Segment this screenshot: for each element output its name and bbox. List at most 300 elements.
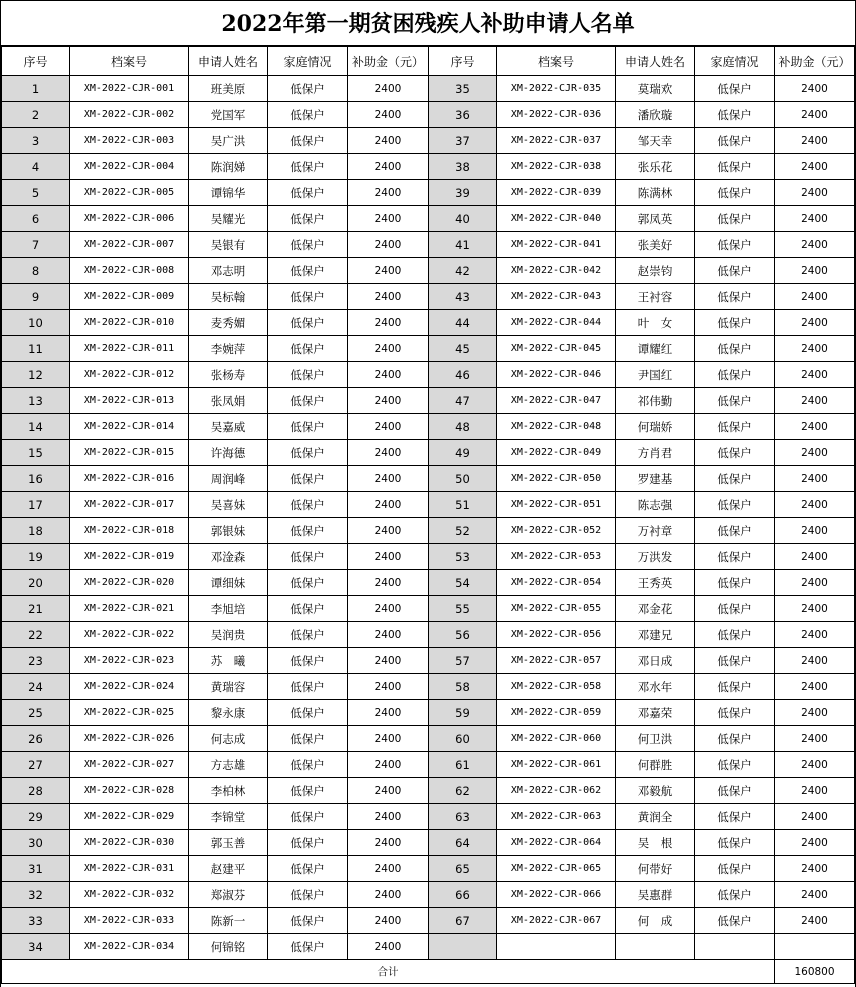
file-number-cell: XM-2022-CJR-027 — [70, 752, 189, 778]
subsidy-amount-cell: 2400 — [348, 440, 429, 466]
applicant-name-cell: 何锦铭 — [189, 934, 268, 960]
applicant-name-cell: 黎永康 — [189, 700, 268, 726]
applicant-name-cell: 邹天幸 — [616, 128, 695, 154]
file-number-cell: XM-2022-CJR-052 — [497, 518, 616, 544]
table-row — [2, 570, 855, 596]
table-row — [2, 128, 855, 154]
seq-cell: 49 — [429, 440, 497, 466]
subsidy-amount-cell: 2400 — [775, 102, 855, 128]
family-status-cell: 低保户 — [695, 414, 775, 440]
header-seq: 序号 — [429, 47, 497, 76]
seq-cell: 20 — [2, 570, 70, 596]
seq-cell: 33 — [2, 908, 70, 934]
seq-cell: 14 — [2, 414, 70, 440]
file-number-cell: XM-2022-CJR-021 — [70, 596, 189, 622]
applicant-name-cell: 何带好 — [616, 856, 695, 882]
file-number-cell: XM-2022-CJR-044 — [497, 310, 616, 336]
family-status-cell: 低保户 — [268, 440, 348, 466]
subsidy-amount-cell: 2400 — [775, 648, 855, 674]
file-number-cell: XM-2022-CJR-022 — [70, 622, 189, 648]
family-status-cell: 低保户 — [268, 622, 348, 648]
file-number-cell: XM-2022-CJR-008 — [70, 258, 189, 284]
file-number-cell: XM-2022-CJR-062 — [497, 778, 616, 804]
subsidy-amount-cell: 2400 — [775, 778, 855, 804]
family-status-cell: 低保户 — [268, 206, 348, 232]
subsidy-amount-cell: 2400 — [348, 154, 429, 180]
seq-cell: 5 — [2, 180, 70, 206]
seq-cell: 39 — [429, 180, 497, 206]
table-row — [2, 154, 855, 180]
family-status-cell: 低保户 — [695, 102, 775, 128]
table-row — [2, 102, 855, 128]
applicant-name-cell: 谭细妹 — [189, 570, 268, 596]
applicant-name-cell: 万洪发 — [616, 544, 695, 570]
family-status-cell: 低保户 — [268, 336, 348, 362]
seq-cell: 44 — [429, 310, 497, 336]
family-status-cell: 低保户 — [268, 362, 348, 388]
applicant-name-cell: 何群胜 — [616, 752, 695, 778]
family-status-cell: 低保户 — [268, 596, 348, 622]
applicant-name-cell: 赵建平 — [189, 856, 268, 882]
empty-cell — [616, 934, 695, 960]
family-status-cell: 低保户 — [695, 128, 775, 154]
family-status-cell: 低保户 — [268, 284, 348, 310]
header-row — [2, 47, 855, 76]
subsidy-amount-cell: 2400 — [775, 882, 855, 908]
empty-cell — [497, 934, 616, 960]
table-row — [2, 622, 855, 648]
subsidy-amount-cell: 2400 — [348, 388, 429, 414]
applicant-name-cell: 何瑞娇 — [616, 414, 695, 440]
family-status-cell: 低保户 — [268, 388, 348, 414]
seq-cell: 40 — [429, 206, 497, 232]
table-row — [2, 440, 855, 466]
seq-cell: 42 — [429, 258, 497, 284]
seq-cell: 4 — [2, 154, 70, 180]
applicant-table — [1, 46, 855, 984]
table-row — [2, 466, 855, 492]
file-number-cell: XM-2022-CJR-053 — [497, 544, 616, 570]
table-row — [2, 336, 855, 362]
subsidy-amount-cell: 2400 — [348, 726, 429, 752]
applicant-name-cell: 邓建兄 — [616, 622, 695, 648]
subsidy-amount-cell: 2400 — [775, 492, 855, 518]
file-number-cell: XM-2022-CJR-041 — [497, 232, 616, 258]
file-number-cell: XM-2022-CJR-018 — [70, 518, 189, 544]
family-status-cell: 低保户 — [268, 752, 348, 778]
family-status-cell: 低保户 — [268, 492, 348, 518]
seq-cell: 27 — [2, 752, 70, 778]
family-status-cell: 低保户 — [695, 388, 775, 414]
family-status-cell: 低保户 — [268, 154, 348, 180]
family-status-cell: 低保户 — [695, 596, 775, 622]
header-name: 申请人姓名 — [189, 47, 268, 76]
applicant-name-cell: 吴 根 — [616, 830, 695, 856]
table-row — [2, 882, 855, 908]
applicant-name-cell: 方肖君 — [616, 440, 695, 466]
file-number-cell: XM-2022-CJR-035 — [497, 76, 616, 102]
table-row — [2, 908, 855, 934]
subsidy-amount-cell: 2400 — [775, 466, 855, 492]
seq-cell: 3 — [2, 128, 70, 154]
seq-cell: 24 — [2, 674, 70, 700]
family-status-cell: 低保户 — [695, 440, 775, 466]
subsidy-amount-cell: 2400 — [348, 258, 429, 284]
file-number-cell: XM-2022-CJR-010 — [70, 310, 189, 336]
family-status-cell: 低保户 — [695, 648, 775, 674]
table-row — [2, 934, 855, 960]
applicant-name-cell: 黄润全 — [616, 804, 695, 830]
seq-cell: 50 — [429, 466, 497, 492]
seq-cell: 56 — [429, 622, 497, 648]
applicant-name-cell: 方志雄 — [189, 752, 268, 778]
seq-cell: 53 — [429, 544, 497, 570]
seq-cell: 21 — [2, 596, 70, 622]
family-status-cell: 低保户 — [695, 492, 775, 518]
file-number-cell: XM-2022-CJR-037 — [497, 128, 616, 154]
file-number-cell: XM-2022-CJR-054 — [497, 570, 616, 596]
seq-cell: 43 — [429, 284, 497, 310]
subsidy-amount-cell: 2400 — [775, 700, 855, 726]
seq-cell: 48 — [429, 414, 497, 440]
seq-cell: 11 — [2, 336, 70, 362]
header-amount: 补助金（元） — [775, 47, 855, 76]
seq-cell: 6 — [2, 206, 70, 232]
table-row — [2, 258, 855, 284]
file-number-cell: XM-2022-CJR-007 — [70, 232, 189, 258]
seq-cell: 7 — [2, 232, 70, 258]
seq-cell: 46 — [429, 362, 497, 388]
applicant-name-cell: 邓金花 — [616, 596, 695, 622]
empty-cell — [695, 934, 775, 960]
family-status-cell: 低保户 — [268, 102, 348, 128]
subsidy-amount-cell: 2400 — [348, 414, 429, 440]
seq-cell: 67 — [429, 908, 497, 934]
seq-cell: 47 — [429, 388, 497, 414]
file-number-cell: XM-2022-CJR-036 — [497, 102, 616, 128]
subsidy-amount-cell: 2400 — [348, 778, 429, 804]
subsidy-amount-cell: 2400 — [775, 76, 855, 102]
file-number-cell: XM-2022-CJR-015 — [70, 440, 189, 466]
seq-cell: 28 — [2, 778, 70, 804]
applicant-name-cell: 潘欣璇 — [616, 102, 695, 128]
table-row — [2, 544, 855, 570]
applicant-name-cell: 邓志明 — [189, 258, 268, 284]
family-status-cell: 低保户 — [695, 882, 775, 908]
file-number-cell: XM-2022-CJR-061 — [497, 752, 616, 778]
family-status-cell: 低保户 — [268, 778, 348, 804]
family-status-cell: 低保户 — [695, 206, 775, 232]
subsidy-amount-cell: 2400 — [775, 830, 855, 856]
header-amount: 补助金（元） — [348, 47, 429, 76]
applicant-name-cell: 吴标翰 — [189, 284, 268, 310]
subsidy-amount-cell: 2400 — [348, 934, 429, 960]
header-seq: 序号 — [2, 47, 70, 76]
table-row — [2, 778, 855, 804]
applicant-name-cell: 吴润贵 — [189, 622, 268, 648]
applicant-name-cell: 吴嘉威 — [189, 414, 268, 440]
applicant-name-cell: 叶 女 — [616, 310, 695, 336]
seq-cell: 15 — [2, 440, 70, 466]
family-status-cell: 低保户 — [268, 908, 348, 934]
file-number-cell: XM-2022-CJR-045 — [497, 336, 616, 362]
subsidy-amount-cell: 2400 — [348, 284, 429, 310]
applicant-name-cell: 许海德 — [189, 440, 268, 466]
applicant-name-cell: 张杨寿 — [189, 362, 268, 388]
table-row — [2, 830, 855, 856]
subsidy-amount-cell: 2400 — [775, 362, 855, 388]
applicant-name-cell: 麦秀媚 — [189, 310, 268, 336]
subsidy-amount-cell: 2400 — [775, 284, 855, 310]
file-number-cell: XM-2022-CJR-038 — [497, 154, 616, 180]
applicant-name-cell: 何卫洪 — [616, 726, 695, 752]
subsidy-amount-cell: 2400 — [775, 258, 855, 284]
family-status-cell: 低保户 — [695, 856, 775, 882]
subsidy-amount-cell: 2400 — [775, 908, 855, 934]
seq-cell: 41 — [429, 232, 497, 258]
family-status-cell: 低保户 — [695, 778, 775, 804]
seq-cell: 34 — [2, 934, 70, 960]
file-number-cell: XM-2022-CJR-024 — [70, 674, 189, 700]
file-number-cell: XM-2022-CJR-050 — [497, 466, 616, 492]
file-number-cell: XM-2022-CJR-067 — [497, 908, 616, 934]
seq-cell: 32 — [2, 882, 70, 908]
subsidy-amount-cell: 2400 — [348, 492, 429, 518]
applicant-name-cell: 郭银妹 — [189, 518, 268, 544]
applicant-name-cell: 谭耀红 — [616, 336, 695, 362]
applicant-name-cell: 万衬章 — [616, 518, 695, 544]
seq-cell: 51 — [429, 492, 497, 518]
subsidy-amount-cell: 2400 — [775, 674, 855, 700]
header-file-no: 档案号 — [70, 47, 189, 76]
family-status-cell: 低保户 — [268, 180, 348, 206]
applicant-name-cell: 尹国红 — [616, 362, 695, 388]
family-status-cell: 低保户 — [268, 544, 348, 570]
subsidy-amount-cell: 2400 — [775, 518, 855, 544]
header-family: 家庭情况 — [695, 47, 775, 76]
seq-cell: 25 — [2, 700, 70, 726]
table-row — [2, 518, 855, 544]
subsidy-amount-cell: 2400 — [348, 674, 429, 700]
file-number-cell: XM-2022-CJR-066 — [497, 882, 616, 908]
seq-cell: 35 — [429, 76, 497, 102]
subsidy-amount-cell: 2400 — [348, 908, 429, 934]
seq-cell: 59 — [429, 700, 497, 726]
seq-cell: 1 — [2, 76, 70, 102]
family-status-cell: 低保户 — [268, 700, 348, 726]
family-status-cell: 低保户 — [695, 830, 775, 856]
subsidy-amount-cell: 2400 — [775, 856, 855, 882]
file-number-cell: XM-2022-CJR-011 — [70, 336, 189, 362]
family-status-cell: 低保户 — [695, 700, 775, 726]
subsidy-amount-cell: 2400 — [775, 128, 855, 154]
family-status-cell: 低保户 — [268, 726, 348, 752]
subsidy-amount-cell: 2400 — [775, 206, 855, 232]
total-label: 合计 — [2, 960, 775, 984]
subsidy-amount-cell: 2400 — [775, 440, 855, 466]
table-row — [2, 206, 855, 232]
family-status-cell: 低保户 — [695, 908, 775, 934]
subsidy-amount-cell: 2400 — [775, 414, 855, 440]
seq-cell: 30 — [2, 830, 70, 856]
seq-cell: 55 — [429, 596, 497, 622]
applicant-name-cell: 张美好 — [616, 232, 695, 258]
seq-cell: 62 — [429, 778, 497, 804]
file-number-cell: XM-2022-CJR-009 — [70, 284, 189, 310]
applicant-name-cell: 李锦堂 — [189, 804, 268, 830]
subsidy-amount-cell: 2400 — [775, 622, 855, 648]
subsidy-amount-cell: 2400 — [775, 596, 855, 622]
file-number-cell: XM-2022-CJR-032 — [70, 882, 189, 908]
file-number-cell: XM-2022-CJR-001 — [70, 76, 189, 102]
subsidy-amount-cell: 2400 — [775, 544, 855, 570]
subsidy-amount-cell: 2400 — [348, 570, 429, 596]
family-status-cell: 低保户 — [268, 648, 348, 674]
family-status-cell: 低保户 — [695, 518, 775, 544]
applicant-name-cell: 吴惠群 — [616, 882, 695, 908]
family-status-cell: 低保户 — [268, 76, 348, 102]
file-number-cell: XM-2022-CJR-023 — [70, 648, 189, 674]
seq-cell: 36 — [429, 102, 497, 128]
applicant-name-cell: 何 成 — [616, 908, 695, 934]
file-number-cell: XM-2022-CJR-017 — [70, 492, 189, 518]
applicant-name-cell: 李婉萍 — [189, 336, 268, 362]
family-status-cell: 低保户 — [268, 466, 348, 492]
family-status-cell: 低保户 — [268, 128, 348, 154]
family-status-cell: 低保户 — [695, 180, 775, 206]
subsidy-amount-cell: 2400 — [775, 336, 855, 362]
seq-cell: 52 — [429, 518, 497, 544]
family-status-cell: 低保户 — [268, 232, 348, 258]
file-number-cell: XM-2022-CJR-030 — [70, 830, 189, 856]
family-status-cell: 低保户 — [268, 518, 348, 544]
family-status-cell: 低保户 — [695, 310, 775, 336]
subsidy-amount-cell: 2400 — [775, 310, 855, 336]
applicant-name-cell: 陈满林 — [616, 180, 695, 206]
seq-cell: 29 — [2, 804, 70, 830]
header-family: 家庭情况 — [268, 47, 348, 76]
file-number-cell: XM-2022-CJR-005 — [70, 180, 189, 206]
table-row — [2, 362, 855, 388]
file-number-cell: XM-2022-CJR-025 — [70, 700, 189, 726]
subsidy-amount-cell: 2400 — [348, 232, 429, 258]
family-status-cell: 低保户 — [268, 310, 348, 336]
family-status-cell: 低保户 — [695, 622, 775, 648]
table-row — [2, 414, 855, 440]
file-number-cell: XM-2022-CJR-056 — [497, 622, 616, 648]
seq-cell: 63 — [429, 804, 497, 830]
seq-cell: 26 — [2, 726, 70, 752]
seq-cell: 58 — [429, 674, 497, 700]
family-status-cell: 低保户 — [268, 856, 348, 882]
applicant-name-cell: 邓毅航 — [616, 778, 695, 804]
applicant-name-cell: 邓水年 — [616, 674, 695, 700]
applicant-name-cell: 吴银有 — [189, 232, 268, 258]
applicant-name-cell: 吴广洪 — [189, 128, 268, 154]
table-row — [2, 284, 855, 310]
applicant-name-cell: 邓嘉荣 — [616, 700, 695, 726]
table-row — [2, 232, 855, 258]
applicant-name-cell: 赵崇钧 — [616, 258, 695, 284]
family-status-cell: 低保户 — [268, 934, 348, 960]
family-status-cell: 低保户 — [268, 414, 348, 440]
family-status-cell: 低保户 — [695, 726, 775, 752]
family-status-cell: 低保户 — [268, 674, 348, 700]
subsidy-amount-cell: 2400 — [348, 336, 429, 362]
table-row — [2, 310, 855, 336]
seq-cell: 23 — [2, 648, 70, 674]
applicant-name-cell: 班美原 — [189, 76, 268, 102]
seq-cell: 22 — [2, 622, 70, 648]
table-row — [2, 648, 855, 674]
table-row — [2, 700, 855, 726]
subsidy-amount-cell: 2400 — [775, 804, 855, 830]
file-number-cell: XM-2022-CJR-028 — [70, 778, 189, 804]
family-status-cell: 低保户 — [695, 674, 775, 700]
file-number-cell: XM-2022-CJR-048 — [497, 414, 616, 440]
family-status-cell: 低保户 — [695, 544, 775, 570]
family-status-cell: 低保户 — [695, 336, 775, 362]
applicant-name-cell: 李柏林 — [189, 778, 268, 804]
file-number-cell: XM-2022-CJR-039 — [497, 180, 616, 206]
seq-cell: 8 — [2, 258, 70, 284]
seq-cell: 9 — [2, 284, 70, 310]
family-status-cell: 低保户 — [695, 76, 775, 102]
file-number-cell: XM-2022-CJR-003 — [70, 128, 189, 154]
table-row — [2, 804, 855, 830]
file-number-cell: XM-2022-CJR-020 — [70, 570, 189, 596]
file-number-cell: XM-2022-CJR-002 — [70, 102, 189, 128]
subsidy-amount-cell: 2400 — [348, 544, 429, 570]
seq-cell: 38 — [429, 154, 497, 180]
subsidy-amount-cell: 2400 — [348, 206, 429, 232]
seq-cell: 61 — [429, 752, 497, 778]
subsidy-amount-cell: 2400 — [348, 362, 429, 388]
family-status-cell: 低保户 — [695, 804, 775, 830]
total-row — [2, 960, 855, 984]
applicant-name-cell: 何志成 — [189, 726, 268, 752]
seq-cell: 66 — [429, 882, 497, 908]
seq-cell: 12 — [2, 362, 70, 388]
subsidy-amount-cell: 2400 — [348, 180, 429, 206]
file-number-cell: XM-2022-CJR-049 — [497, 440, 616, 466]
file-number-cell: XM-2022-CJR-055 — [497, 596, 616, 622]
applicant-name-cell: 吴喜妹 — [189, 492, 268, 518]
applicant-name-cell: 郑淑芬 — [189, 882, 268, 908]
file-number-cell: XM-2022-CJR-046 — [497, 362, 616, 388]
subsidy-amount-cell: 2400 — [348, 310, 429, 336]
subsidy-amount-cell: 2400 — [775, 154, 855, 180]
subsidy-amount-cell: 2400 — [775, 752, 855, 778]
applicant-name-cell: 祁伟勤 — [616, 388, 695, 414]
file-number-cell: XM-2022-CJR-063 — [497, 804, 616, 830]
applicant-name-cell: 邓淦森 — [189, 544, 268, 570]
table-row — [2, 180, 855, 206]
applicant-name-cell: 莫瑞欢 — [616, 76, 695, 102]
file-number-cell: XM-2022-CJR-031 — [70, 856, 189, 882]
file-number-cell: XM-2022-CJR-047 — [497, 388, 616, 414]
subsidy-amount-cell: 2400 — [348, 596, 429, 622]
subsidy-amount-cell: 2400 — [775, 570, 855, 596]
family-status-cell: 低保户 — [695, 752, 775, 778]
seq-cell: 57 — [429, 648, 497, 674]
table-row — [2, 726, 855, 752]
seq-cell: 37 — [429, 128, 497, 154]
file-number-cell: XM-2022-CJR-033 — [70, 908, 189, 934]
seq-cell: 65 — [429, 856, 497, 882]
seq-cell: 54 — [429, 570, 497, 596]
applicant-name-cell: 张乐花 — [616, 154, 695, 180]
